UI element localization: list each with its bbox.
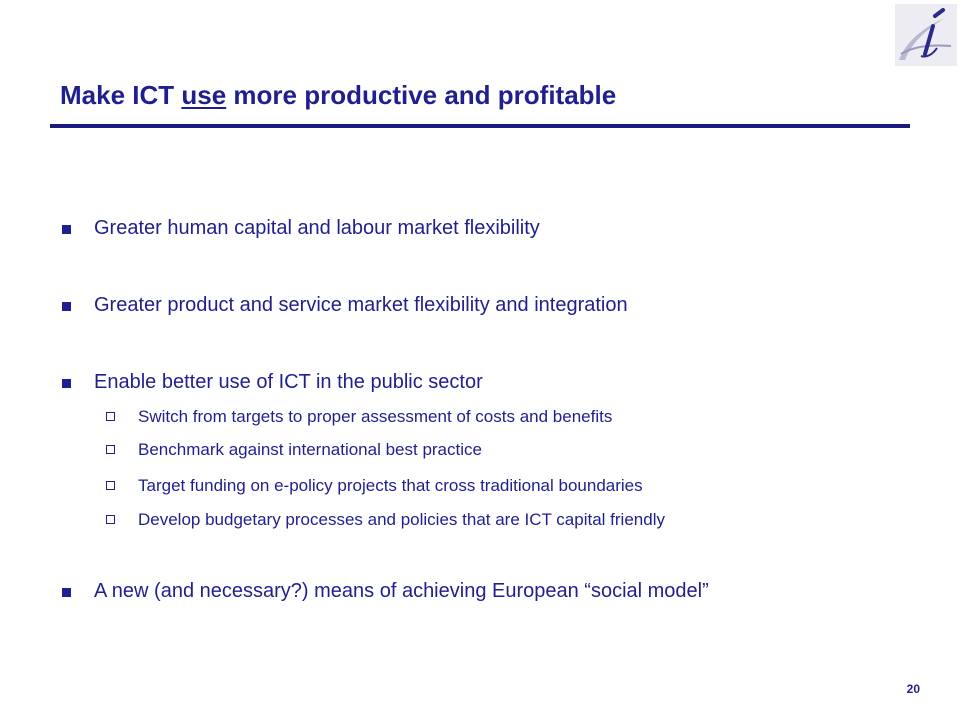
square-bullet-icon [62, 588, 71, 597]
square-bullet-icon [62, 379, 71, 388]
page-number: 20 [906, 682, 920, 696]
hollow-square-bullet-icon [106, 445, 115, 454]
hollow-square-bullet-icon [106, 481, 115, 490]
sub-bullet-text: Target funding on e-policy projects that cross traditional boundaries [138, 476, 643, 495]
title-underlined-word: use [181, 80, 227, 110]
hollow-square-bullet-icon [106, 515, 115, 524]
square-bullet-icon [62, 302, 71, 311]
square-bullet-icon [62, 225, 71, 234]
sub-bullet-text: Develop budgetary processes and policies that are ICT capital friendly [138, 510, 665, 529]
title-part-before: Make ICT [60, 80, 182, 110]
title-part-after: more productive and profitable [226, 80, 617, 110]
bullet-text: Greater product and service market flexibility and integration [94, 294, 628, 316]
bullet-text: Enable better use of ICT in the public sector [94, 371, 483, 393]
bullet-text: Greater human capital and labour market flexibility [94, 217, 540, 239]
hollow-square-bullet-icon [106, 412, 115, 421]
bullet-text: A new (and necessary?) means of achieving European “social model” [94, 580, 709, 602]
sub-bullet-text: Switch from targets to proper assessment of costs and benefits [138, 407, 613, 426]
sub-bullet-text: Benchmark against international best practice [138, 440, 482, 459]
